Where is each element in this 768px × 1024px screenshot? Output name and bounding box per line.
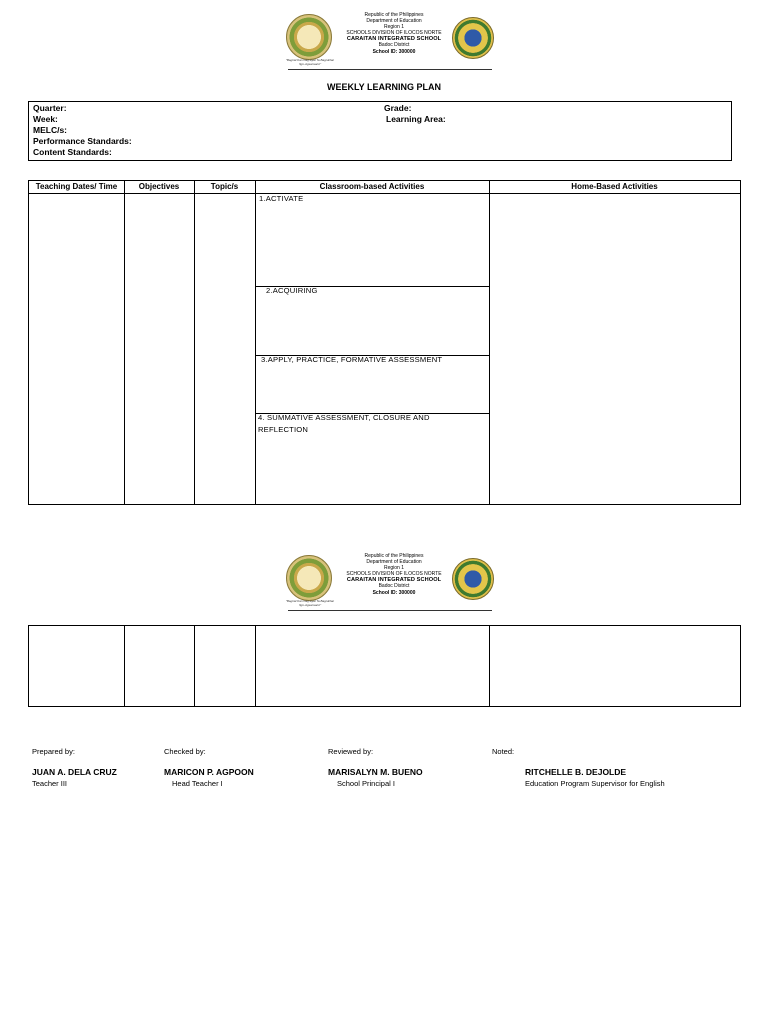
school-name: CARAITAN INTEGRATED SCHOOL xyxy=(346,36,442,43)
column-header-classroom: Classroom-based Activities xyxy=(319,182,425,191)
column-header-objectives: Objectives xyxy=(138,182,180,191)
column-divider xyxy=(255,626,256,706)
school-seal-icon xyxy=(452,17,494,59)
prepared-by-label: Prepared by: xyxy=(32,747,75,756)
performance-standards-label: Performance Standards: xyxy=(33,136,132,146)
deped-seal-icon xyxy=(286,555,332,601)
letterhead-rule xyxy=(288,610,492,611)
column-divider xyxy=(194,626,195,706)
column-header-home: Home-Based Activities xyxy=(571,182,658,191)
column-divider xyxy=(489,181,490,504)
division-text: SCHOOLS DIVISION OF ILOCOS NORTE xyxy=(346,30,442,37)
prepared-by-position: Teacher III xyxy=(32,779,68,788)
noted-label: Noted: xyxy=(492,747,515,756)
deped-seal-icon xyxy=(286,14,332,60)
school-id: School ID: 300000 xyxy=(372,48,416,55)
activity-activate: 1.ACTIVATE xyxy=(259,194,304,203)
region-text: Region 1 xyxy=(383,565,404,572)
school-id: School ID: 300000 xyxy=(372,589,416,596)
seal-caption: "Bagnát Kan Nag-ayat Ta Bagnáñan ñgo-Agsansanó" xyxy=(285,58,335,66)
page-title: WEEKLY LEARNING PLAN xyxy=(326,82,441,92)
column-header-topics: Topic/s xyxy=(210,182,239,191)
department-text: Department of Education xyxy=(366,18,422,25)
column-header-dates: Teaching Dates/ Time xyxy=(35,182,118,191)
district-text: Badoc District xyxy=(378,42,410,49)
checked-by-label: Checked by: xyxy=(164,747,206,756)
checked-by-position: Head Teacher I xyxy=(172,779,223,788)
column-divider xyxy=(194,181,195,504)
school-seal-icon xyxy=(452,558,494,600)
letterhead-text xyxy=(336,553,452,596)
column-divider xyxy=(124,626,125,706)
week-label: Week: xyxy=(33,114,58,124)
table-header-rule xyxy=(29,193,740,194)
seal-caption: "Bagnát Kan Nag-ayat Ta Bagnáñan ñgo-Agsansanó" xyxy=(285,599,335,607)
weekly-plan-table xyxy=(28,180,741,505)
republic-text: Republic of the Philippines xyxy=(364,553,424,559)
letterhead-text xyxy=(336,12,452,55)
grade-label: Grade: xyxy=(384,103,412,113)
prepared-by-name: JUAN A. DELA CRUZ xyxy=(32,767,117,777)
plan-info-box xyxy=(28,101,732,161)
column-divider xyxy=(255,181,256,504)
continuation-table xyxy=(28,625,741,707)
noted-by-name: RITCHELLE B. DEJOLDE xyxy=(525,767,627,777)
letterhead-rule xyxy=(288,69,492,70)
melcs-label: MELC/s: xyxy=(33,125,67,135)
division-text: SCHOOLS DIVISION OF ILOCOS NORTE xyxy=(346,571,442,578)
reviewed-by-label: Reviewed by: xyxy=(328,747,374,756)
activity-summative: 4. SUMMATIVE ASSESSMENT, CLOSURE AND xyxy=(258,413,430,422)
checked-by-name: MARICON P. AGPOON xyxy=(164,767,254,777)
region-text: Region 1 xyxy=(383,24,404,31)
letterhead xyxy=(280,12,512,74)
republic-text: Republic of the Philippines xyxy=(364,12,424,18)
activity-reflection: REFLECTION xyxy=(258,425,309,434)
noted-by-position: Education Program Supervisor for English xyxy=(525,779,665,788)
letterhead xyxy=(280,553,512,615)
quarter-label: Quarter: xyxy=(33,103,67,113)
school-name: CARAITAN INTEGRATED SCHOOL xyxy=(346,577,442,584)
reviewed-by-name: MARISALYN M. BUENO xyxy=(328,767,423,777)
activity-acquiring: 2.ACQUIRING xyxy=(266,286,318,295)
learning-area-label: Learning Area: xyxy=(386,114,446,124)
activity-apply: 3.APPLY, PRACTICE, FORMATIVE ASSESSMENT xyxy=(261,355,443,364)
district-text: Badoc District xyxy=(378,583,410,590)
department-text: Department of Education xyxy=(366,559,422,566)
column-divider xyxy=(489,626,490,706)
content-standards-label: Content Standards: xyxy=(33,147,112,157)
reviewed-by-position: School Principal I xyxy=(337,779,395,788)
column-divider xyxy=(124,181,125,504)
